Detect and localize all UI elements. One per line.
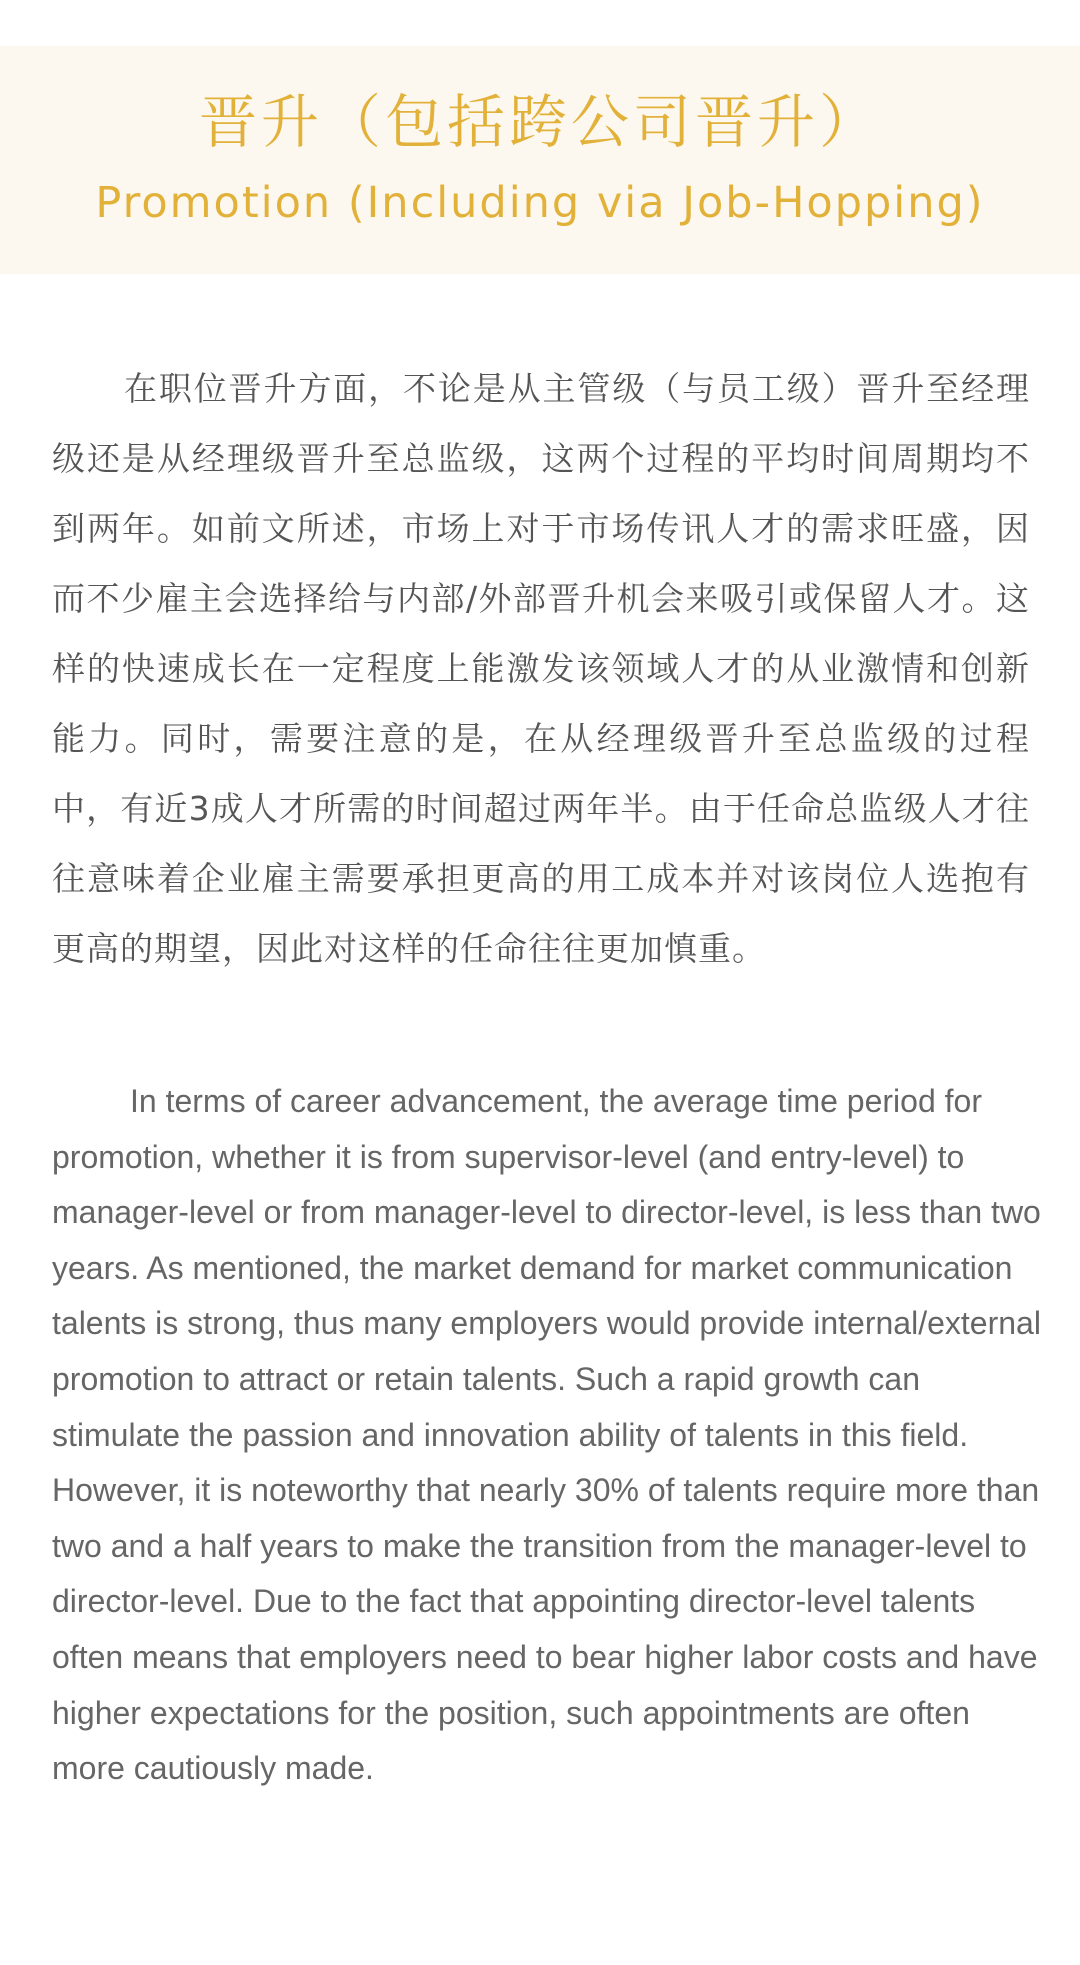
section-title-chinese: 晋升（包括跨公司晋升） [198,88,881,156]
body-paragraph-chinese: 在职位晋升方面，不论是从主管级（与员工级）晋升至经理级还是从经理级晋升至总监级，这两个过程的平均时间周期均不到两年。如前文所述，市场上对于市场传讯人才的需求旺盛，因而不少雇主会选择给与内部/外部晋升机会来吸引或保留人才。这样的快速成长在一定程度上能激发该领域人才的从业激情和创新能力。同时，需要注意的是，在从经理级晋升至总监级的过程中，有近3成人才所需的时间超过两年半。由于任命总监级人才往往意味着企业雇主需要承担更高的用工成本并对该岗位人选抱有更高的期望，因此对这样的任命往往更加慎重。 [52,369,1030,968]
body-paragraph-english: In terms of career advancement, the average time period for promotion, whether it is from supervisor-level (and entry-level) to manager-level or from manager-level to director-level, is less than two years. As mentioned, the market demand for market communication talents is strong, thus many employers would provide internal/external promotion to attract or retain talents. Such a rapid growth can stimulate the passion and innovation ability of talents in this field. However, it is noteworthy that nearly 30% of talents require more than two and a half years to make the transition from the manager-level to director-level. Due to the fact that appointing director-level talents often means that employers need to bear higher labor costs and have higher expectations for the position, such appointments are often more cautiously made. [52,1083,1041,1787]
section-title-english: Promotion (Including via Job-Hopping) [95,178,985,228]
